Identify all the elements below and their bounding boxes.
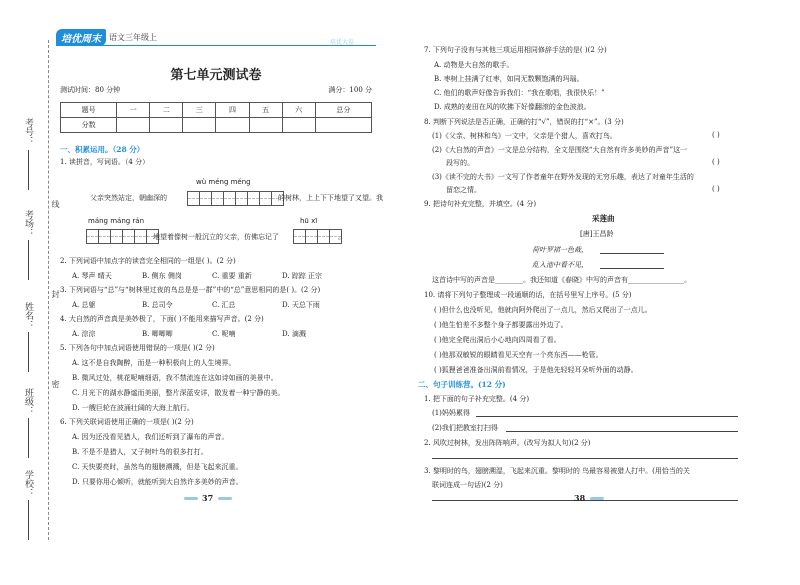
page-number-right: 38 xyxy=(574,493,586,503)
q8-item-1: (1)《父亲、树林和鸟》一文中，父亲是个猎人，喜欢打鸟。 xyxy=(432,132,617,140)
poem-blank-2[interactable] xyxy=(600,268,664,269)
q2-option-a[interactable]: A. 琴声 晴天 xyxy=(72,272,112,280)
q9: 9. 把诗句补充完整，并填空。(4 分) xyxy=(424,200,537,208)
header-tag: 培优大卷 xyxy=(330,39,355,46)
score-head-cell: 六 xyxy=(282,103,315,118)
q8-answer-3[interactable]: ( ) xyxy=(712,185,720,193)
q10-item-1[interactable]: ( )但什么也没听见，他就向阿外爬出了一点儿，然后又爬出了一点儿。 xyxy=(434,306,652,314)
q9-fill: 这首诗中写的声音是________。我还知道《春晓》中写的声音有________________。 xyxy=(432,276,691,284)
q1-line-1b: 的树林，上上下下地望了又望。我 xyxy=(278,194,383,202)
score-cell[interactable] xyxy=(249,118,282,133)
q1-boxes-2[interactable] xyxy=(86,229,158,244)
score-table-head xyxy=(61,103,372,118)
q6-option-c[interactable]: C. 天快要亮时，虽然鸟的翅膀溯溅，但是飞起来沉重。 xyxy=(72,463,243,471)
q2-option-c[interactable]: C. 重要 重新 xyxy=(212,272,252,280)
page-number-left: 37 xyxy=(202,493,214,503)
s3: 3. 黎明时的鸟，翅膀溯湿，飞起来沉重。黎明时的 鸟最容易被猎人打中。(用恰当的关 xyxy=(424,467,690,475)
score-head-cell: 三 xyxy=(183,103,216,118)
q2-option-b[interactable]: B. 侧东 侧岗 xyxy=(142,272,182,280)
q7-option-d[interactable]: D. 成熟的麦田在风的吹拂下好像翻滚的金色波浪。 xyxy=(434,103,591,111)
name-label: 姓名： xyxy=(23,302,33,329)
q8-item-2-cont: 段写的。 xyxy=(446,159,474,167)
s1-blank-1[interactable] xyxy=(476,416,738,417)
q10-item-4[interactable]: ( )他那双敏锐的眼睛看见天空有一个亮东西——枪管。 xyxy=(434,351,603,359)
q1-line-2a: 地望着像树一般沉立的父亲，仿佛忘记了 xyxy=(153,233,279,241)
q1-line-1a: 父亲突然站定，朝幽深的 xyxy=(90,194,167,202)
poem-author: [唐]王昌龄 xyxy=(580,230,614,238)
s2-blank[interactable] xyxy=(432,458,738,459)
q4-option-a[interactable]: A. 淙淙 xyxy=(72,330,96,338)
seal-text-line: 线 xyxy=(51,200,60,208)
s1: 1. 把下面的句子补充完整。(4 分) xyxy=(424,395,530,403)
q8-answer-2[interactable]: ( ) xyxy=(712,158,720,166)
q10: 10. 请将下列句子整理成一段通顺的话，在括号里写上序号。(5 分) xyxy=(424,291,632,299)
q6-option-b[interactable]: B. 不是不是猎人，又子树叶鸟的很多打打。 xyxy=(72,448,208,456)
q10-item-2[interactable]: ( )他生怕差不多整个身子都要露出外边了。 xyxy=(434,321,568,329)
cut-line xyxy=(48,40,49,540)
score-cell[interactable] xyxy=(216,118,249,133)
q1-line-2b: 。 xyxy=(338,233,345,241)
s3-cont: 联词连成一句话)(2 分) xyxy=(432,481,503,489)
q1-pinyin-3: hū xī xyxy=(300,217,318,225)
poem-line-1: 荷叶罗裙一色裁， xyxy=(532,246,588,254)
q5-option-c[interactable]: C. 月光下的湖水静谧而美丽，整片深蓝安详，散发着一种宁静的美。 xyxy=(72,389,285,397)
exam-no-line xyxy=(28,150,29,190)
exam-time: 测试时间：80 分钟 xyxy=(60,86,121,94)
q2-option-d[interactable]: D. 踪踪 正宗 xyxy=(282,272,323,280)
poem-title: 采莲曲 xyxy=(592,214,615,223)
q3-option-c[interactable]: C. 汇总 xyxy=(212,301,236,309)
s2: 2. 风吹过树林，发出阵阵响声。(改写为拟人句)(2 分) xyxy=(424,439,591,447)
q1-boxes-3[interactable] xyxy=(293,229,341,244)
q1-pinyin-2: máng máng rán xyxy=(88,217,145,225)
score-head-cell: 总分 xyxy=(315,103,371,118)
q4-option-d[interactable]: D. 滴溅 xyxy=(282,330,306,338)
q3: 3. 下列词语与“总”与“树林里过夜的鸟总是是一群”中的“总”意思相同的是( )。(2 分) xyxy=(60,286,321,294)
score-row-label: 分数 xyxy=(61,118,117,133)
q2: 2. 下列词语中加点字的读音完全相同的一组是( )。(2 分) xyxy=(60,257,236,265)
seal-text-seal: 封 xyxy=(51,290,60,298)
brand xyxy=(56,30,157,44)
q3-option-b[interactable]: B. 总司令 xyxy=(142,301,173,309)
q8-item-3-cont: 留恋之情。 xyxy=(446,186,481,194)
page-number-deco xyxy=(218,497,232,500)
q5: 5. 下列各句中加点词语使用错误的一项是( )(2 分) xyxy=(60,344,215,352)
seal-text-secret: 密 xyxy=(51,380,60,388)
exam-score: 满分：100 分 xyxy=(328,86,372,94)
q7-option-b[interactable]: B. 枣树上挂满了红枣，如同无数颗饱满的玛瑙。 xyxy=(434,75,584,83)
s1-blank-2[interactable] xyxy=(506,431,738,432)
q3-option-a[interactable]: A. 总躯 xyxy=(72,301,96,309)
score-table xyxy=(60,102,372,133)
q7: 7. 下列句子没有与其他三项运用相同修辞手法的是( )(2 分) xyxy=(424,46,607,54)
binding-strip xyxy=(8,40,60,540)
q8-item-3: (3)《读不完的大书》一文写了作者童年在野外发现的无穷乐趣，表达了对童年生活的 xyxy=(432,173,694,181)
score-head-cell: 题号 xyxy=(61,103,117,118)
score-head-cell: 五 xyxy=(249,103,282,118)
section-2-heading: 二、句子训练营。(12 分) xyxy=(418,380,506,389)
poem-line-2: 乱入池中看不见， xyxy=(532,261,588,269)
q10-item-5[interactable]: ( )狐狸爸爸准备出洞前看情况，于是他先轻轻耳朵听外面的动静。 xyxy=(434,366,638,374)
q4-option-c[interactable]: C. 呢喃 xyxy=(212,330,236,338)
q6-option-a[interactable]: A. 因为还没看见猎人，我们还听到了瀑布的声音。 xyxy=(72,433,229,441)
exam-meta xyxy=(60,85,372,95)
q1-pinyin-1: wù méng méng xyxy=(196,178,251,186)
q1-boxes-1[interactable] xyxy=(187,191,283,206)
class-label: 班级： xyxy=(23,388,33,415)
page-number-deco xyxy=(590,497,604,500)
page-title: 第七单元测试卷 xyxy=(170,68,262,83)
brand-logo: 培优周末 xyxy=(56,29,106,46)
q6-option-d[interactable]: D. 只要你用心倾听，就能听到大自然许多美妙的声音。 xyxy=(72,478,243,486)
q5-option-b[interactable]: B. 微风过处，桃花呢喃细语，我不禁流连在这如诗如画的美景中。 xyxy=(72,374,278,382)
poem-blank-1[interactable] xyxy=(600,253,664,254)
q8: 8. 判断下列说法是否正确，正确的打“√”，错误的打“×”。(3 分) xyxy=(424,118,624,126)
q4: 4. 大自然的声音真是美妙极了，下面( )不能用来描写声音。(2 分) xyxy=(60,315,264,323)
s1-item-2: (2)我们把教室打扫得 xyxy=(432,424,498,432)
q8-answer-1[interactable]: ( ) xyxy=(712,131,720,139)
score-cell[interactable] xyxy=(315,118,371,133)
name-line xyxy=(28,332,29,372)
score-cell[interactable] xyxy=(183,118,216,133)
exam-room-label: 考场： xyxy=(23,210,33,237)
score-head-cell: 一 xyxy=(117,103,150,118)
q10-item-3[interactable]: ( )他完全爬出洞后小心地向四周看了看。 xyxy=(434,336,561,344)
exam-room-line xyxy=(28,240,29,280)
q6: 6. 下列关联词语使用正确的一项是( )(2 分) xyxy=(60,418,194,426)
score-head-cell: 四 xyxy=(216,103,249,118)
class-line xyxy=(28,418,29,458)
score-cell[interactable] xyxy=(117,118,150,133)
q7-option-c[interactable]: C. 他们的歌声好像告诉我们：“我在歌唱，我很快乐！” xyxy=(434,89,605,97)
school-label: 学校： xyxy=(23,470,33,497)
score-cell[interactable] xyxy=(150,118,183,133)
score-head-cell: 二 xyxy=(150,103,183,118)
q7-option-a[interactable]: A. 动物是大自然的歌手。 xyxy=(434,61,514,69)
header-rule xyxy=(56,45,376,46)
page-number-deco xyxy=(184,497,198,500)
q5-option-a[interactable]: A. 这不是自我陶醉，而是一种积极向上的人生境界。 xyxy=(72,359,236,367)
exam-no-label: 考号： xyxy=(23,118,33,145)
q3-option-d[interactable]: D. 天总下雨 xyxy=(282,301,320,309)
q4-option-b[interactable]: B. 唧唧唧 xyxy=(142,330,173,338)
score-cell[interactable] xyxy=(282,118,315,133)
q1: 1. 读拼音，写词语。（4 分） xyxy=(60,158,150,166)
brand-subtitle: 语文三年级上 xyxy=(109,32,157,42)
section-1-heading: 一、积累运用。（28 分） xyxy=(60,145,145,154)
q8-item-2: (2)《大自然的声音》一文是总分结构，全文是围绕“大自然有许多美妙的声音”这一 xyxy=(432,146,688,154)
school-line xyxy=(28,500,29,540)
q5-option-d[interactable]: D. 一艘巨轮在波涌壮阔的大海上航行。 xyxy=(72,404,194,412)
s1-item-1: (1)妈妈累得 xyxy=(432,409,470,417)
score-table-row xyxy=(61,118,372,133)
